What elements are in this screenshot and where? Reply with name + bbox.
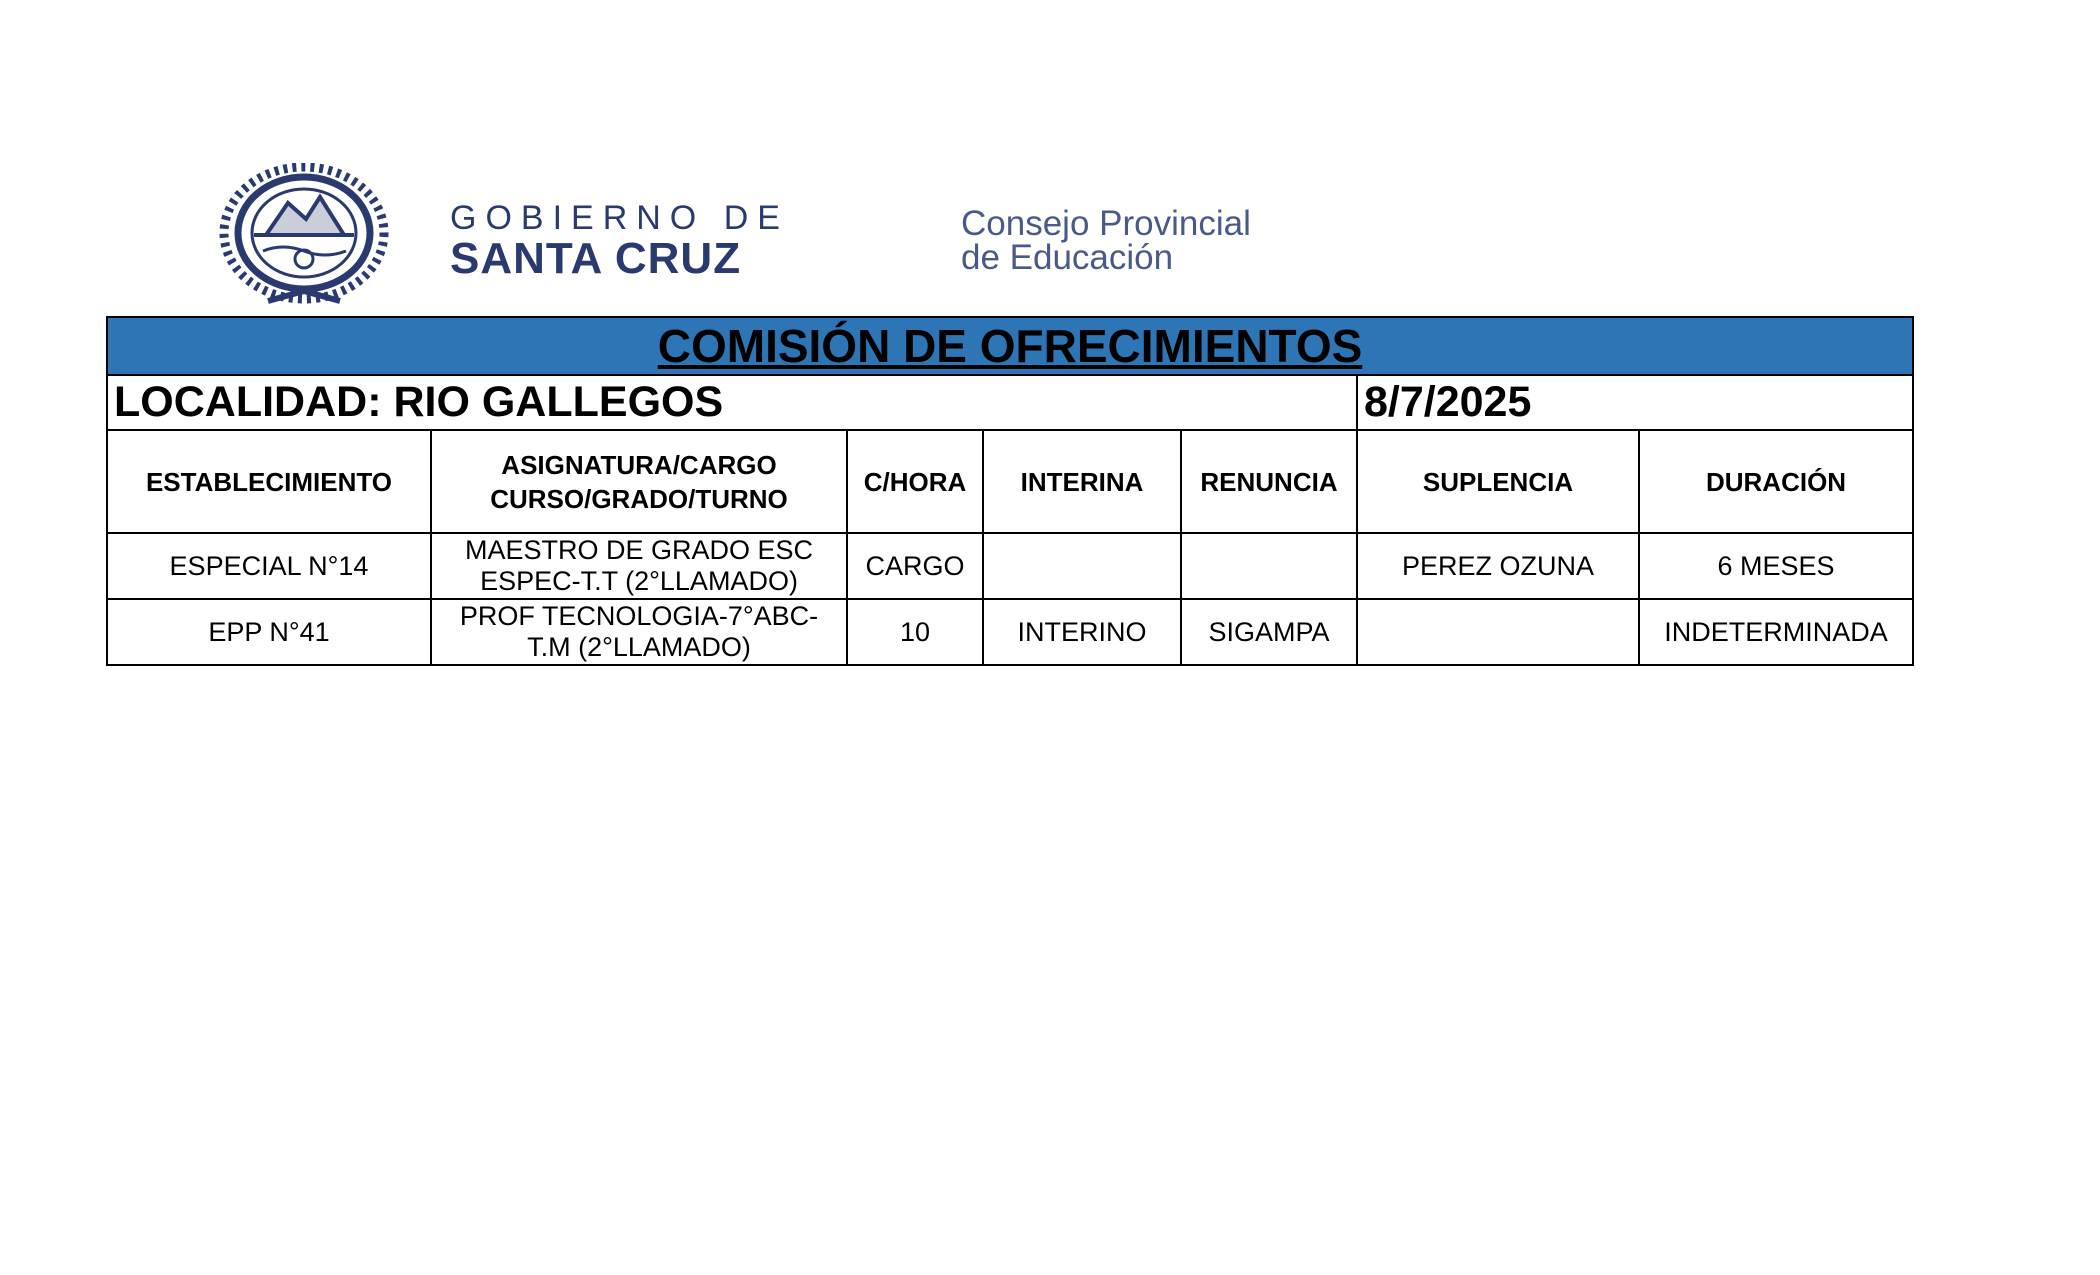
table-cell (107, 599, 431, 665)
cell-line: INDETERMINADA (1664, 616, 1888, 647)
cell-line: 6 MESES (1717, 550, 1835, 581)
cell-line: CURSO/GRADO/TURNO (490, 483, 788, 514)
table-cell (1181, 599, 1357, 665)
column-header (983, 430, 1181, 533)
cell-line: ESTABLECIMIENTO (145, 466, 393, 497)
gov-line-2: SANTA CRUZ (450, 234, 742, 283)
provincial-seal-icon (208, 163, 400, 313)
cell-line: EPP N°41 (208, 616, 330, 647)
cell-line: SIGAMPA (1208, 616, 1330, 647)
offer-date: 8/7/2025 (1357, 375, 1913, 430)
cell-line: ESPEC-T.T (2°LLAMADO) (480, 566, 798, 596)
document-header (208, 163, 1408, 313)
column-header (431, 430, 847, 533)
column-header (847, 430, 983, 533)
table-row (107, 533, 1913, 599)
cell-line: INTERINO (1017, 616, 1147, 647)
council-line-1: Consejo Provincial (961, 204, 1251, 243)
cell-line: DURACIÓN (1705, 466, 1847, 497)
council-logo-text (961, 204, 1251, 277)
cell-line: C/HORA (863, 466, 967, 497)
table-cell (1357, 599, 1639, 665)
column-header (1639, 430, 1913, 533)
gov-line-1: GOBIERNO DE (450, 199, 789, 237)
cell-line: CARGO (865, 550, 965, 581)
offerings-table (106, 316, 1914, 666)
government-logo-text (450, 201, 789, 281)
council-line-2: de Educación (961, 238, 1174, 277)
cell-line: RENUNCIA (1200, 466, 1338, 497)
table-title-cell (107, 317, 1913, 375)
table-title: COMISIÓN DE OFRECIMIENTOS (657, 320, 1363, 372)
column-headers (107, 430, 1913, 533)
table-cell (983, 533, 1181, 599)
column-header (107, 430, 431, 533)
table-cell (107, 533, 431, 599)
cell-line: 10 (899, 616, 931, 647)
column-header (1357, 430, 1639, 533)
table-cell (1357, 533, 1639, 599)
table-cell (847, 533, 983, 599)
table-row (107, 599, 1913, 665)
cell-line: SUPLENCIA (1422, 466, 1574, 497)
cell-line: PEREZ OZUNA (1401, 550, 1595, 581)
cell-line: ASIGNATURA/CARGO (501, 449, 777, 480)
table-cell (431, 533, 847, 599)
table-cell (1639, 533, 1913, 599)
cell-line: PROF TECNOLOGIA-7°ABC- (459, 601, 819, 631)
locality: LOCALIDAD: RIO GALLEGOS (107, 375, 1357, 430)
column-header (1181, 430, 1357, 533)
cell-line: ESPECIAL N°14 (169, 550, 369, 581)
table-cell (1639, 599, 1913, 665)
table-cell (1181, 533, 1357, 599)
table-cell (431, 599, 847, 665)
cell-line: INTERINA (1020, 466, 1144, 497)
cell-line: T.M (2°LLAMADO) (527, 632, 751, 662)
table-cell (983, 599, 1181, 665)
table-cell (847, 599, 983, 665)
cell-line: MAESTRO DE GRADO ESC (464, 535, 814, 565)
